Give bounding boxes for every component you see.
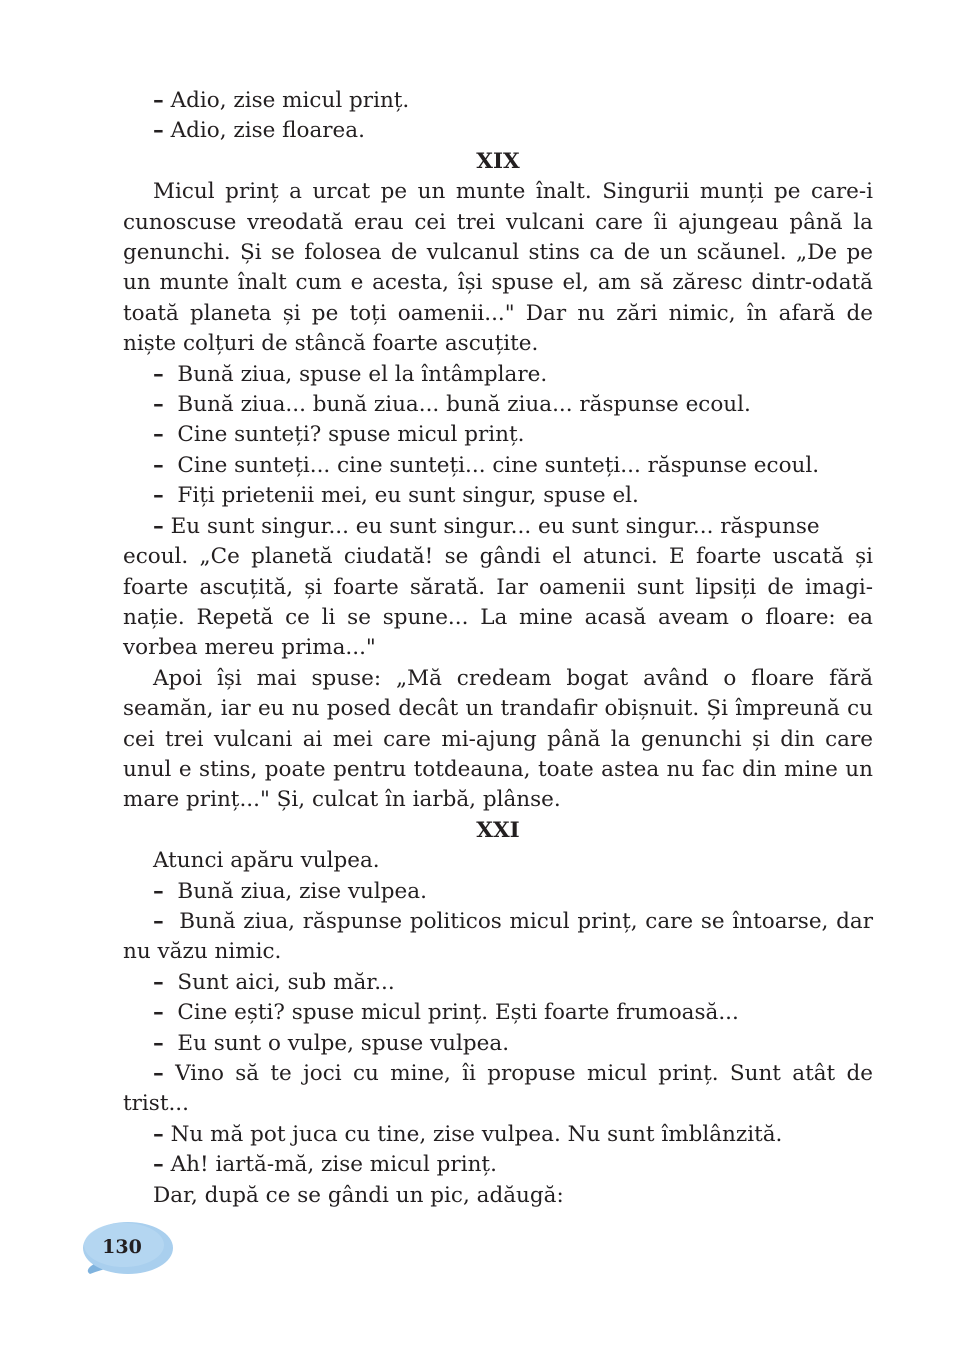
page-text <box>123 86 873 1211</box>
paragraph: Apoi își mai spuse: „Mă credeam bogat având o floare fără seamăn, iar eu nu posed decât un trandafir obișnuit. Și împreună cu cei trei vulcani ai mei care mi-ajung până la genunchi și din care unul e stins, poate pentru totdeauna, toate astea nu fac din mine un mare prinț..." Și, culcat în iarbă, plânse. <box>123 665 873 813</box>
dialogue-line: – Vino să te joci cu mine, îi propuse micul prinț. Sunt atât de trist... <box>123 1061 873 1117</box>
chapter-heading: XIX <box>476 148 520 174</box>
paragraph: Dar, după ce se gândi un pic, adăugă: <box>153 1182 564 1208</box>
paragraph: Atunci apăru vulpea. <box>153 848 380 874</box>
dialogue-line: – Bună ziua, spuse el la întâmplare. <box>153 361 548 387</box>
dialogue-line: – Adio, zise micul prinț. <box>153 88 410 113</box>
dialogue-line: – Bună ziua... bună ziua... bună ziua... răspunse ecoul. <box>153 392 751 418</box>
dialogue-line: – Cine sunteți... cine sunteți... cine sunteți... răspunse ecoul. <box>153 452 820 478</box>
page-number: 130 <box>102 1236 142 1258</box>
dialogue-line: – Bună ziua, zise vulpea. <box>153 878 427 904</box>
page-number-badge <box>80 1220 174 1278</box>
dialogue-line: – Ah! iartă-mă, zise micul prinț. <box>153 1152 497 1178</box>
dialogue-line: – Sunt aici, sub măr... <box>153 969 395 995</box>
dialogue-line: – Cine ești? spuse micul prinț. Ești foarte frumoasă... <box>153 1000 739 1026</box>
dialogue-line: – Cine sunteți? spuse micul prinț. <box>153 422 525 448</box>
dialogue-line: – Nu mă pot juca cu tine, zise vulpea. Nu sunt îmblânzită. <box>153 1121 783 1147</box>
paragraph: Micul prinț a urcat pe un munte înalt. Singurii munți pe care-i cunoscuse vreodată erau cei trei vulcani care îi ajungeau până la genunchi. Și se folosea de vulcanul stins ca de un scăunel. „De pe un munte înalt cum e acesta, își spuse el, am să zăresc dintr-odată toată planeta și pe toți oamenii..." Dar nu zări nimic, în afară de niște colțuri de stâncă foarte ascuțite. <box>123 179 873 357</box>
dialogue-line: – Adio, zise floarea. <box>153 118 365 144</box>
paragraph: ecoul. „Ce planetă ciudată! se gândi el atunci. E foarte uscată și foarte ascuțită, și foarte sărată. Iar oamenii sunt lipsiți de imaginație. Repetă ce li se spune... La mine acasă aveam o floare: ea vorbea mereu prima..." <box>123 544 873 661</box>
dialogue-line: – Bună ziua, răspunse politicos micul prinț, care se întoarse, dar nu văzu nimic. <box>123 908 873 965</box>
dialogue-line: – Fiți prietenii mei, eu sunt singur, spuse el. <box>153 483 639 509</box>
dialogue-line: – Eu sunt singur... eu sunt singur... eu sunt singur... răspunse <box>153 513 820 539</box>
dialogue-line: – Eu sunt o vulpe, spuse vulpea. <box>153 1030 510 1056</box>
chapter-heading: XXI <box>476 817 520 843</box>
